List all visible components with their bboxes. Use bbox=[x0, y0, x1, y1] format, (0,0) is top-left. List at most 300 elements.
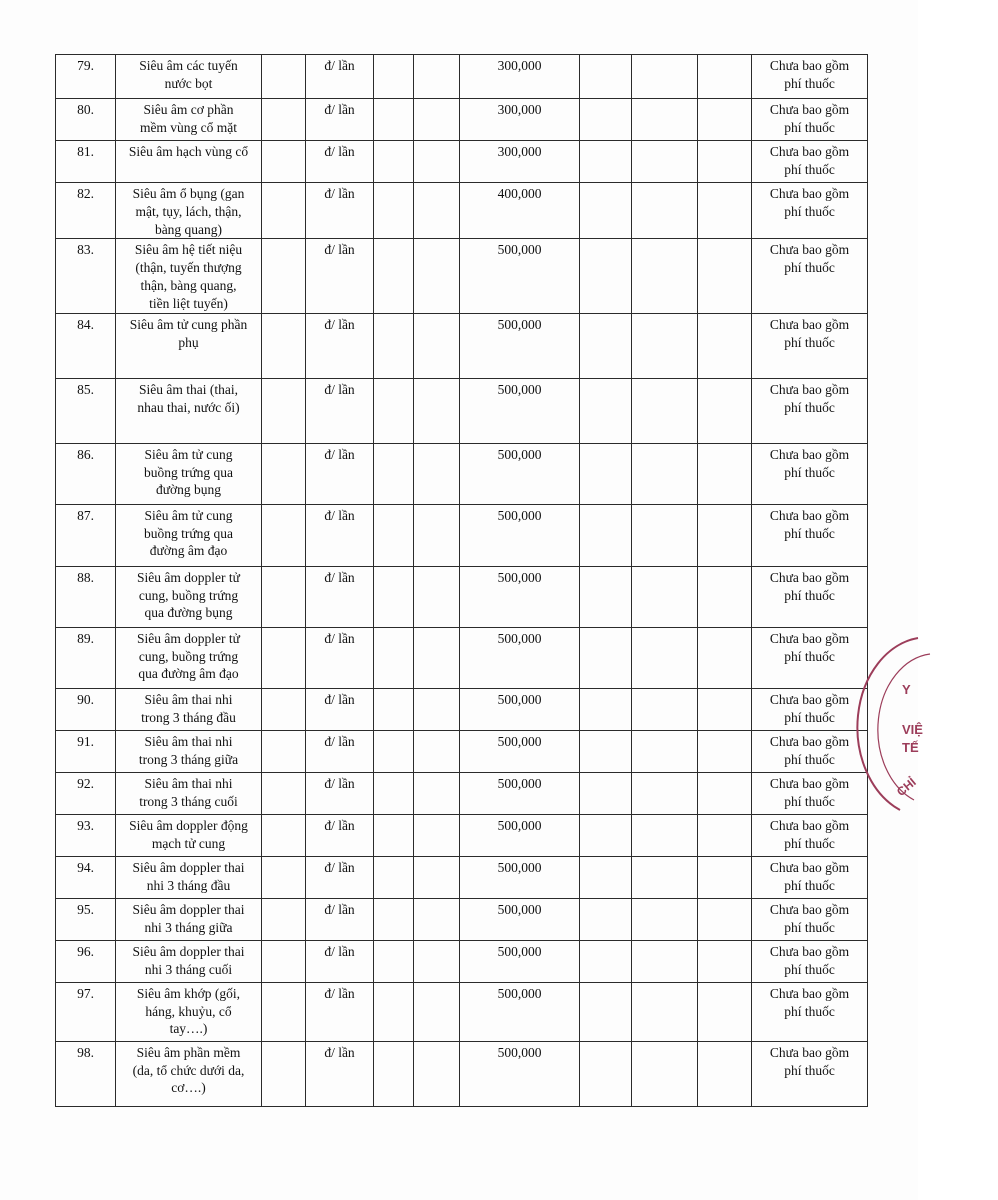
price-value: 500,000 bbox=[497, 381, 542, 397]
service-name-line: Siêu âm hạch vùng cổ bbox=[128, 144, 249, 159]
note-line: phí thuốc bbox=[784, 835, 835, 851]
note-cell bbox=[752, 99, 868, 141]
price-value: 500,000 bbox=[497, 630, 542, 646]
unit-cell bbox=[306, 982, 374, 1041]
price-cell bbox=[460, 313, 580, 378]
service-name-line: Siêu âm tử cung bbox=[144, 446, 233, 462]
table-row bbox=[56, 239, 868, 313]
unit-text: đ/ lần bbox=[324, 1044, 355, 1060]
empty-cell bbox=[632, 566, 698, 627]
empty-cell bbox=[262, 378, 306, 443]
empty-cell bbox=[374, 239, 414, 313]
service-name-line: Siêu âm các tuyến bbox=[139, 58, 238, 73]
service-name-line: Siêu âm phần mềm bbox=[136, 1044, 241, 1060]
empty-cell bbox=[632, 378, 698, 443]
price-cell bbox=[460, 141, 580, 183]
table-row bbox=[56, 183, 868, 239]
row-number: 83. bbox=[77, 242, 94, 258]
official-stamp bbox=[878, 630, 998, 830]
row-number-cell bbox=[56, 688, 116, 730]
service-name-cell bbox=[116, 141, 262, 183]
unit-text: đ/ lần bbox=[324, 144, 355, 159]
price-value: 500,000 bbox=[497, 985, 542, 1001]
service-name-line: phụ bbox=[178, 334, 199, 350]
empty-cell bbox=[414, 814, 460, 856]
price-table bbox=[55, 54, 868, 1107]
price-cell bbox=[460, 99, 580, 141]
service-name-line: Siêu âm hệ tiết niệu bbox=[134, 242, 243, 258]
unit-text: đ/ lần bbox=[324, 985, 355, 1001]
note-cell bbox=[752, 55, 868, 99]
stamp-text: TẾ bbox=[902, 740, 919, 755]
service-name-line: Siêu âm thai nhi bbox=[144, 691, 233, 707]
price-value: 500,000 bbox=[497, 507, 542, 523]
row-number: 84. bbox=[77, 316, 94, 332]
empty-cell bbox=[632, 183, 698, 239]
stamp-text: Y bbox=[902, 682, 911, 697]
note-cell bbox=[752, 443, 868, 504]
service-name-line: cơ….) bbox=[171, 1080, 206, 1096]
price-value: 500,000 bbox=[497, 733, 542, 749]
unit-text: đ/ lần bbox=[324, 186, 355, 201]
row-number-cell bbox=[56, 898, 116, 940]
service-name-line: Siêu âm thai nhi bbox=[144, 733, 233, 749]
service-name-cell bbox=[116, 1041, 262, 1106]
unit-text: đ/ lần bbox=[324, 859, 355, 875]
empty-cell bbox=[414, 378, 460, 443]
price-cell bbox=[460, 688, 580, 730]
unit-cell bbox=[306, 627, 374, 688]
service-name-line: nhi 3 tháng cuối bbox=[144, 961, 233, 977]
row-number: 88. bbox=[77, 569, 94, 585]
row-number: 87. bbox=[77, 507, 94, 523]
note-line: phí thuốc bbox=[784, 161, 835, 177]
price-value: 500,000 bbox=[497, 1044, 542, 1060]
row-number-cell bbox=[56, 730, 116, 772]
empty-cell bbox=[632, 856, 698, 898]
table-row bbox=[56, 1041, 868, 1106]
row-number-cell bbox=[56, 940, 116, 982]
service-name-cell bbox=[116, 566, 262, 627]
empty-cell bbox=[262, 566, 306, 627]
table-row bbox=[56, 378, 868, 443]
empty-cell bbox=[374, 99, 414, 141]
note-cell bbox=[752, 504, 868, 566]
table-row bbox=[56, 772, 868, 814]
empty-cell bbox=[632, 141, 698, 183]
empty-cell bbox=[580, 898, 632, 940]
empty-cell bbox=[414, 566, 460, 627]
empty-cell bbox=[414, 504, 460, 566]
price-value: 400,000 bbox=[497, 186, 542, 201]
row-number-cell bbox=[56, 566, 116, 627]
empty-cell bbox=[414, 772, 460, 814]
note-cell bbox=[752, 627, 868, 688]
unit-cell bbox=[306, 688, 374, 730]
empty-cell bbox=[414, 856, 460, 898]
empty-cell bbox=[580, 772, 632, 814]
service-name-cell bbox=[116, 55, 262, 99]
unit-text: đ/ lần bbox=[324, 381, 355, 397]
unit-cell bbox=[306, 313, 374, 378]
empty-cell bbox=[414, 183, 460, 239]
row-number: 93. bbox=[77, 817, 94, 833]
empty-cell bbox=[698, 730, 752, 772]
service-name-line: nước bọt bbox=[164, 75, 213, 91]
empty-cell bbox=[262, 1041, 306, 1106]
price-value: 500,000 bbox=[497, 446, 542, 462]
empty-cell bbox=[698, 183, 752, 239]
service-name-line: nhi 3 tháng đầu bbox=[146, 877, 231, 893]
price-value: 500,000 bbox=[497, 775, 542, 791]
row-number: 79. bbox=[77, 58, 94, 73]
empty-cell bbox=[374, 856, 414, 898]
empty-cell bbox=[374, 313, 414, 378]
empty-cell bbox=[262, 772, 306, 814]
service-name-line: qua đường bụng bbox=[144, 605, 233, 621]
row-number: 96. bbox=[77, 943, 94, 959]
row-number-cell bbox=[56, 856, 116, 898]
service-name-line: mạch tử cung bbox=[151, 835, 226, 851]
empty-cell bbox=[632, 688, 698, 730]
row-number-cell bbox=[56, 313, 116, 378]
note-line: Chưa bao gồm bbox=[769, 630, 850, 646]
empty-cell bbox=[580, 982, 632, 1041]
service-name-line: Siêu âm doppler thai bbox=[132, 859, 245, 875]
service-name-cell bbox=[116, 982, 262, 1041]
empty-cell bbox=[374, 940, 414, 982]
empty-cell bbox=[374, 688, 414, 730]
empty-cell bbox=[632, 1041, 698, 1106]
empty-cell bbox=[580, 183, 632, 239]
unit-cell bbox=[306, 730, 374, 772]
note-line: phí thuốc bbox=[784, 203, 835, 219]
empty-cell bbox=[262, 940, 306, 982]
empty-cell bbox=[632, 730, 698, 772]
empty-cell bbox=[414, 627, 460, 688]
note-cell bbox=[752, 856, 868, 898]
empty-cell bbox=[262, 141, 306, 183]
service-name-cell bbox=[116, 627, 262, 688]
service-name-cell bbox=[116, 183, 262, 239]
empty-cell bbox=[580, 443, 632, 504]
row-number-cell bbox=[56, 239, 116, 313]
price-cell bbox=[460, 378, 580, 443]
service-name-line: qua đường âm đạo bbox=[138, 666, 239, 682]
empty-cell bbox=[632, 772, 698, 814]
unit-cell bbox=[306, 99, 374, 141]
empty-cell bbox=[374, 55, 414, 99]
empty-cell bbox=[414, 730, 460, 772]
note-line: phí thuốc bbox=[784, 334, 835, 350]
empty-cell bbox=[580, 814, 632, 856]
price-cell bbox=[460, 239, 580, 313]
empty-cell bbox=[262, 982, 306, 1041]
note-cell bbox=[752, 898, 868, 940]
unit-text: đ/ lần bbox=[324, 901, 355, 917]
note-cell bbox=[752, 688, 868, 730]
empty-cell bbox=[374, 772, 414, 814]
service-name-line: Siêu âm tử cung bbox=[144, 507, 233, 523]
unit-text: đ/ lần bbox=[324, 691, 355, 707]
note-line: phí thuốc bbox=[784, 1003, 835, 1019]
service-name-line: bàng quang) bbox=[154, 221, 223, 237]
service-name-line: háng, khuỷu, cổ bbox=[145, 1003, 232, 1019]
price-cell bbox=[460, 627, 580, 688]
row-number-cell bbox=[56, 504, 116, 566]
note-cell bbox=[752, 940, 868, 982]
empty-cell bbox=[698, 688, 752, 730]
service-name-line: Siêu âm khớp (gối, bbox=[136, 985, 241, 1001]
service-name-cell bbox=[116, 772, 262, 814]
service-name-line: Siêu âm doppler thai bbox=[132, 943, 245, 959]
empty-cell bbox=[414, 898, 460, 940]
note-line: phí thuốc bbox=[784, 525, 835, 541]
empty-cell bbox=[374, 1041, 414, 1106]
note-line: Chưa bao gồm bbox=[769, 316, 850, 332]
note-line: phí thuốc bbox=[784, 961, 835, 977]
note-line: Chưa bao gồm bbox=[769, 381, 850, 397]
empty-cell bbox=[374, 504, 414, 566]
note-line: phí thuốc bbox=[784, 793, 835, 809]
note-line: phí thuốc bbox=[784, 877, 835, 893]
price-cell bbox=[460, 443, 580, 504]
service-name-line: thận, bàng quang, bbox=[140, 278, 237, 294]
table-row bbox=[56, 504, 868, 566]
unit-text: đ/ lần bbox=[324, 507, 355, 523]
table-row bbox=[56, 856, 868, 898]
service-name-line: Siêu âm doppler tử bbox=[137, 630, 240, 646]
service-name-line: buồng trứng qua bbox=[143, 525, 234, 541]
note-cell bbox=[752, 730, 868, 772]
service-name-line: mật, tụy, lách, thận, bbox=[135, 203, 242, 219]
service-name-line: Siêu âm cơ phần bbox=[143, 102, 234, 117]
empty-cell bbox=[632, 443, 698, 504]
row-number: 90. bbox=[77, 691, 94, 707]
service-name-line: đường âm đạo bbox=[149, 543, 228, 559]
row-number-cell bbox=[56, 1041, 116, 1106]
empty-cell bbox=[580, 940, 632, 982]
empty-cell bbox=[580, 313, 632, 378]
note-line: Chưa bao gồm bbox=[769, 901, 850, 917]
price-cell bbox=[460, 814, 580, 856]
note-line: Chưa bao gồm bbox=[769, 943, 850, 959]
note-line: Chưa bao gồm bbox=[769, 102, 850, 117]
unit-cell bbox=[306, 566, 374, 627]
empty-cell bbox=[414, 99, 460, 141]
service-name-line: Siêu âm tử cung phần bbox=[129, 316, 248, 332]
table-row bbox=[56, 688, 868, 730]
note-line: Chưa bao gồm bbox=[769, 569, 850, 585]
price-cell bbox=[460, 1041, 580, 1106]
service-name-line: cung, buồng trứng bbox=[138, 587, 239, 603]
price-cell bbox=[460, 566, 580, 627]
unit-cell bbox=[306, 141, 374, 183]
empty-cell bbox=[414, 55, 460, 99]
empty-cell bbox=[632, 504, 698, 566]
service-name-line: mềm vùng cổ mặt bbox=[139, 119, 238, 135]
empty-cell bbox=[632, 239, 698, 313]
empty-cell bbox=[262, 730, 306, 772]
empty-cell bbox=[698, 627, 752, 688]
unit-cell bbox=[306, 504, 374, 566]
table-row bbox=[56, 627, 868, 688]
empty-cell bbox=[414, 940, 460, 982]
service-name-line: Siêu âm thai (thai, bbox=[139, 381, 238, 397]
note-line: phí thuốc bbox=[784, 1062, 835, 1078]
row-number-cell bbox=[56, 814, 116, 856]
note-cell bbox=[752, 982, 868, 1041]
empty-cell bbox=[580, 566, 632, 627]
row-number-cell bbox=[56, 443, 116, 504]
service-name-cell bbox=[116, 99, 262, 141]
table-row bbox=[56, 898, 868, 940]
table-body bbox=[56, 55, 868, 1107]
note-line: Chưa bao gồm bbox=[769, 446, 850, 462]
table-row bbox=[56, 982, 868, 1041]
service-name-cell bbox=[116, 898, 262, 940]
unit-text: đ/ lần bbox=[324, 58, 355, 73]
empty-cell bbox=[632, 627, 698, 688]
unit-text: đ/ lần bbox=[324, 102, 355, 117]
empty-cell bbox=[414, 239, 460, 313]
empty-cell bbox=[698, 239, 752, 313]
empty-cell bbox=[632, 898, 698, 940]
unit-text: đ/ lần bbox=[324, 316, 355, 332]
price-value: 300,000 bbox=[497, 58, 542, 73]
empty-cell bbox=[262, 856, 306, 898]
empty-cell bbox=[374, 566, 414, 627]
price-value: 500,000 bbox=[497, 242, 542, 258]
empty-cell bbox=[698, 940, 752, 982]
row-number-cell bbox=[56, 627, 116, 688]
empty-cell bbox=[698, 566, 752, 627]
row-number: 94. bbox=[77, 859, 94, 875]
table-row bbox=[56, 814, 868, 856]
service-name-cell bbox=[116, 940, 262, 982]
note-cell bbox=[752, 313, 868, 378]
table-row bbox=[56, 313, 868, 378]
service-name-line: tiền liệt tuyến) bbox=[149, 295, 228, 311]
unit-text: đ/ lần bbox=[324, 569, 355, 585]
service-name-line: cung, buồng trứng bbox=[138, 648, 239, 664]
service-name-cell bbox=[116, 443, 262, 504]
empty-cell bbox=[698, 814, 752, 856]
table-row bbox=[56, 940, 868, 982]
service-name-cell bbox=[116, 239, 262, 313]
price-cell bbox=[460, 730, 580, 772]
price-value: 500,000 bbox=[497, 569, 542, 585]
row-number-cell bbox=[56, 99, 116, 141]
service-name-line: Siêu âm thai nhi bbox=[144, 775, 233, 791]
row-number: 85. bbox=[77, 381, 94, 397]
note-line: phí thuốc bbox=[784, 464, 835, 480]
note-line: Chưa bao gồm bbox=[769, 985, 850, 1001]
unit-cell bbox=[306, 443, 374, 504]
empty-cell bbox=[698, 99, 752, 141]
note-line: Chưa bao gồm bbox=[769, 242, 850, 258]
note-cell bbox=[752, 183, 868, 239]
empty-cell bbox=[374, 814, 414, 856]
unit-cell bbox=[306, 55, 374, 99]
note-line: phí thuốc bbox=[784, 399, 835, 415]
note-cell bbox=[752, 378, 868, 443]
price-value: 500,000 bbox=[497, 817, 542, 833]
empty-cell bbox=[580, 730, 632, 772]
empty-cell bbox=[632, 940, 698, 982]
empty-cell bbox=[632, 99, 698, 141]
row-number-cell bbox=[56, 183, 116, 239]
note-line: phí thuốc bbox=[784, 709, 835, 725]
empty-cell bbox=[698, 1041, 752, 1106]
empty-cell bbox=[414, 141, 460, 183]
empty-cell bbox=[632, 313, 698, 378]
table-row bbox=[56, 99, 868, 141]
service-name-cell bbox=[116, 730, 262, 772]
empty-cell bbox=[262, 627, 306, 688]
empty-cell bbox=[414, 443, 460, 504]
service-name-line: Siêu âm ổ bụng (gan bbox=[132, 186, 245, 201]
unit-cell bbox=[306, 378, 374, 443]
empty-cell bbox=[698, 443, 752, 504]
empty-cell bbox=[262, 313, 306, 378]
empty-cell bbox=[698, 55, 752, 99]
empty-cell bbox=[374, 141, 414, 183]
stamp-text: VIỆ bbox=[902, 722, 923, 737]
empty-cell bbox=[580, 688, 632, 730]
unit-cell bbox=[306, 1041, 374, 1106]
empty-cell bbox=[698, 378, 752, 443]
service-name-line: trong 3 tháng cuối bbox=[139, 793, 238, 809]
empty-cell bbox=[632, 55, 698, 99]
empty-cell bbox=[262, 688, 306, 730]
row-number: 89. bbox=[77, 630, 94, 646]
row-number: 95. bbox=[77, 901, 94, 917]
unit-cell bbox=[306, 940, 374, 982]
note-cell bbox=[752, 814, 868, 856]
price-value: 500,000 bbox=[497, 859, 542, 875]
note-line: phí thuốc bbox=[784, 587, 835, 603]
table-row bbox=[56, 566, 868, 627]
empty-cell bbox=[262, 183, 306, 239]
empty-cell bbox=[414, 1041, 460, 1106]
empty-cell bbox=[374, 898, 414, 940]
row-number: 86. bbox=[77, 446, 94, 462]
service-name-line: buồng trứng qua bbox=[143, 464, 234, 480]
empty-cell bbox=[698, 856, 752, 898]
price-cell bbox=[460, 856, 580, 898]
stamp-text: CHỈ bbox=[893, 774, 919, 800]
row-number-cell bbox=[56, 55, 116, 99]
price-value: 500,000 bbox=[497, 901, 542, 917]
note-line: Chưa bao gồm bbox=[769, 859, 850, 875]
empty-cell bbox=[580, 55, 632, 99]
service-name-cell bbox=[116, 504, 262, 566]
service-name-line: Siêu âm doppler tử bbox=[137, 569, 240, 585]
price-value: 300,000 bbox=[497, 102, 542, 117]
service-name-cell bbox=[116, 688, 262, 730]
empty-cell bbox=[374, 982, 414, 1041]
empty-cell bbox=[414, 688, 460, 730]
empty-cell bbox=[262, 239, 306, 313]
service-name-cell bbox=[116, 378, 262, 443]
row-number-cell bbox=[56, 982, 116, 1041]
note-line: Chưa bao gồm bbox=[769, 144, 850, 159]
row-number: 92. bbox=[77, 775, 94, 791]
note-line: Chưa bao gồm bbox=[769, 186, 850, 201]
empty-cell bbox=[414, 313, 460, 378]
note-line: phí thuốc bbox=[784, 260, 835, 276]
